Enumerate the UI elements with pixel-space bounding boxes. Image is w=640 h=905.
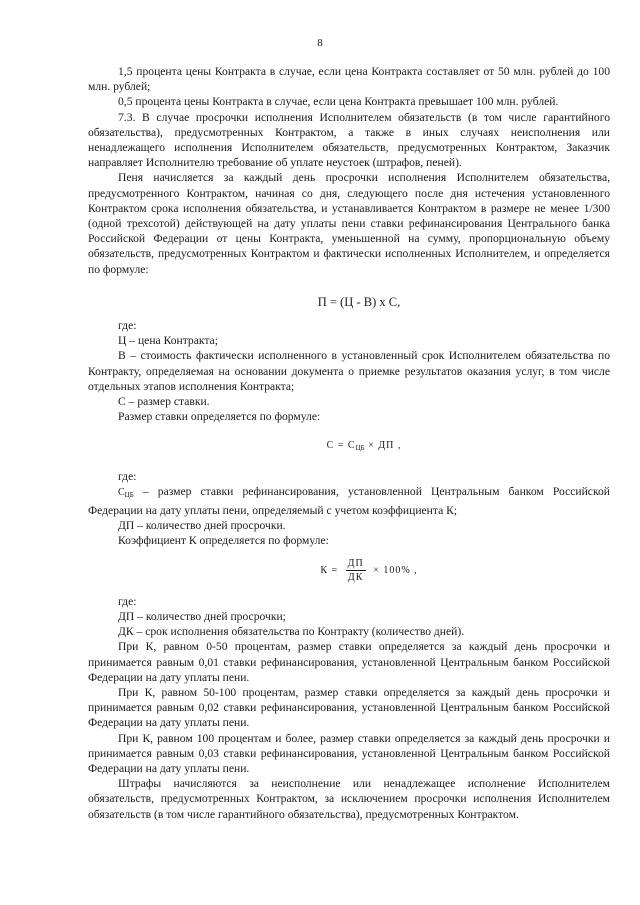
formula-coefficient-k: [88, 557, 610, 584]
where-label-2: где:: [118, 469, 137, 483]
definition-days-overdue-1: ДП – количество дней просрочки.: [118, 519, 286, 533]
page-number: 8: [317, 37, 323, 49]
k-formula-intro: Коэффициент К определяется по формуле:: [118, 534, 329, 548]
definition-contract-price: Ц – цена Контракта;: [118, 334, 218, 348]
formula-rate: [88, 438, 610, 456]
formula-rate-rhs: × ДП ,: [368, 440, 402, 452]
where-label-1: где:: [118, 319, 137, 333]
definition-executed-cost: В – стоимость фактически исполненного в установленный срок Исполнителем обязательства по Контракту, определяемая на основании документа о приемке результатов оказания услуг, в том числе отдельных этапов исполнения Контракта;: [88, 349, 610, 393]
paragraph-k-100: При К, равном 100 процентам и более, размер ставки определяется за каждый день просрочки и принимается равным 0,03 ставки рефинансирования, установленной Центральным банком Российской Федерации на дату уплаты пени.: [88, 731, 610, 775]
definition-rate: С – размер ставки.: [118, 395, 210, 409]
paragraph-k-0-50: При К, равном 0-50 процентам, размер ставки определяется за каждый день просрочки и принимается равным 0,01 ставки рефинансирования, установленной Центральным банком Российской Федерации на дату уплаты пени.: [88, 640, 610, 684]
ccb-subscript: ЦБ: [124, 490, 134, 499]
document-body: [88, 64, 610, 822]
paragraph-penalty-calc: Пеня начисляется за каждый день просрочки исполнения Исполнителем обязательства, предусмотренного Контрактом, начиная со дня, следующего после дня истечения установленного Контрактом срока исполнения обязательства, и устанавливается Контрактом в размере не менее 1/300 (одной трехсотой) действующей на дату уплаты пени ставки рефинансирования Центрального банка Российской Федерации от цены Контракта, уменьшенной на сумму, пропорциональную объему обязательств, предусмотренных Контрактом и фактически исполненных Исполнителем, и определяется по формуле:: [88, 171, 610, 276]
formula-rate-lhs: С = С: [326, 440, 356, 452]
formula-k-numerator: ДП: [347, 557, 364, 569]
ccb-definition-text: – размер ставки рефинансирования, установленной Центральным банком Российской Федерации на дату уплаты пени, определяемый с учетом коэффициента К;: [88, 484, 610, 518]
paragraph-penalty-0-5: 0,5 процента цены Контракта в случае, если цена Контракта превышает 100 млн. рублей.: [118, 95, 559, 109]
paragraph-penalty-1-5: 1,5 процента цены Контракта в случае, если цена Контракта составляет от 50 млн. рублей до 100 млн. рублей;: [88, 65, 610, 94]
formula-k-fraction: [346, 557, 366, 584]
ccb-symbol: С: [118, 486, 125, 498]
formula-k-lhs: К =: [320, 564, 339, 576]
definition-refinancing-rate: [88, 484, 610, 518]
definition-days-overdue-2: ДП – количество дней просрочки;: [118, 609, 286, 623]
formula-k-rhs: × 100% ,: [373, 564, 418, 576]
definition-term: ДК – срок исполнения обязательства по Контракту (количество дней).: [118, 625, 465, 639]
formula-k-denominator: ДК: [347, 571, 364, 583]
paragraph-7-3: 7.3. В случае просрочки исполнения Исполнителем обязательств (в том числе гарантийного обязательства), предусмотренных Контрактом, а также в иных случаях неисполнения или ненадлежащего исполнения Исполнителем обязательств, предусмотренных Контрактом, Заказчик направляет Исполнителю требование об уплате неустоек (штрафов, пеней).: [88, 110, 610, 170]
paragraph-fines: Штрафы начисляются за неисполнение или ненадлежащее исполнение Исполнителем обязательств, предусмотренных Контрактом, за исключением просрочки исполнения Исполнителем обязательств (в том числе гарантийного обязательства), предусмотренных Контрактом.: [88, 777, 610, 821]
where-label-3: где:: [118, 594, 137, 608]
formula-penalty: П = (Ц - В) х С,: [317, 294, 401, 309]
formula-rate-subscript: ЦБ: [355, 444, 365, 453]
paragraph-k-50-100: При К, равном 50-100 процентам, размер ставки определяется за каждый день просрочки и принимается равным 0,02 ставки рефинансирования, установленной Центральным банком Российской Федерации на дату уплаты пени.: [88, 685, 610, 730]
rate-formula-intro: Размер ставки определяется по формуле:: [118, 410, 321, 424]
